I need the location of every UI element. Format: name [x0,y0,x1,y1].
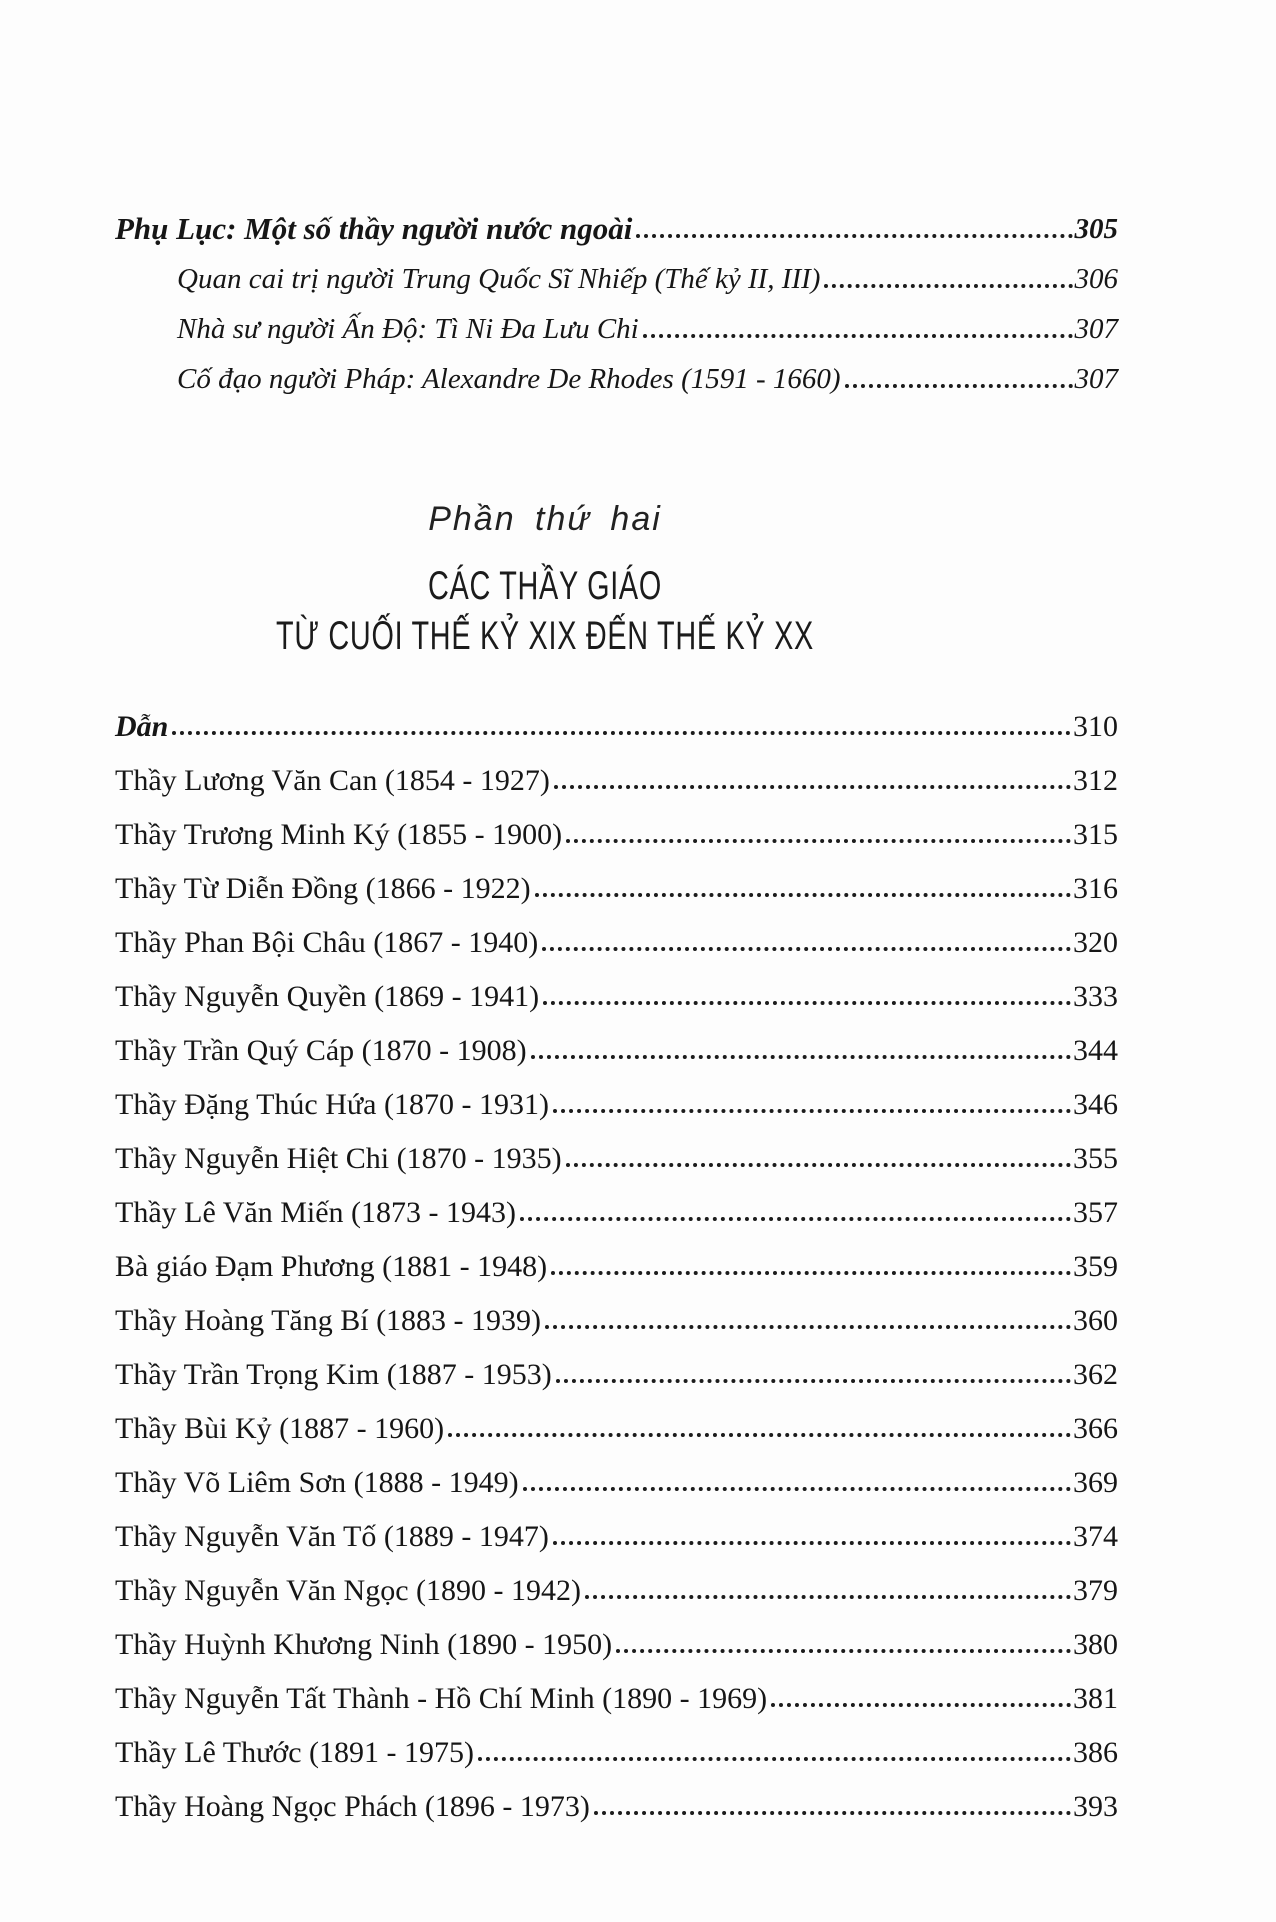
toc-entry-row [115,1121,1118,1175]
dot-leader [771,1703,1071,1707]
appendix-item-list [115,246,1118,396]
toc-entry-label: Thầy Nguyễn Hiệt Chi (1870 - 1935) [115,1142,562,1175]
toc-entry-page-number: 357 [1073,1196,1118,1229]
appendix-item-label: Cố đạo người Pháp: Alexandre De Rhodes (1591 - 1660) [177,363,841,396]
toc-entry-page-number: 312 [1073,764,1118,797]
appendix-item-label: Nhà sư người Ấn Độ: Tì Ni Đa Lưu Chi [177,313,639,346]
appendix-page-number: 305 [1074,213,1118,246]
dot-leader [585,1595,1071,1599]
dot-leader [554,785,1071,789]
toc-entry-page-number: 344 [1073,1034,1118,1067]
toc-entry-label: Thầy Nguyễn Văn Ngọc (1890 - 1942) [115,1574,582,1607]
toc-entry-label: Thầy Lê Thước (1891 - 1975) [115,1736,474,1769]
toc-entry-row [115,1499,1118,1553]
toc-entry-label: Thầy Nguyễn Quyền (1869 - 1941) [115,980,540,1013]
toc-entry-row [115,1229,1118,1283]
toc-entry-label: Thầy Hoàng Tăng Bí (1883 - 1939) [115,1304,542,1337]
dot-leader [566,839,1071,843]
dot-leader [448,1433,1071,1437]
toc-entry-row [115,1661,1118,1715]
dot-leader [523,1487,1071,1491]
part-title-line2: TỪ CUỐI THẾ KỶ XIX ĐẾN THẾ KỶ XX [276,614,814,658]
dot-leader [545,1325,1071,1329]
appendix-item-page-number: 306 [1074,263,1118,296]
toc-entry-page-number: 362 [1073,1358,1118,1391]
toc-entry-page-number: 315 [1073,818,1118,851]
toc-entry-row [115,959,1118,1013]
toc-entry-row [115,1337,1118,1391]
dot-leader [616,1649,1071,1653]
dot-leader [531,1055,1071,1059]
toc-entry-page-number: 369 [1073,1466,1118,1499]
dot-leader [553,1109,1071,1113]
appendix-title: Phụ Lục: Một số thầy người nước ngoài [115,210,633,246]
toc-entry-label: Thầy Bùi Kỷ (1887 - 1960) [115,1412,445,1445]
toc-entry-page-number: 360 [1073,1304,1118,1337]
appendix-item-row [115,346,1118,396]
toc-entry-page-number: 379 [1073,1574,1118,1607]
dot-leader [824,284,1072,288]
toc-entry-row [115,1013,1118,1067]
dot-leader [594,1811,1071,1815]
toc-entry-label: Thầy Đặng Thúc Hứa (1870 - 1931) [115,1088,549,1121]
toc-entry-label: Thầy Huỳnh Khương Ninh (1890 - 1950) [115,1628,613,1661]
part-kicker: Phần thứ hai [428,500,662,538]
dot-leader [535,893,1071,897]
appendix-item-page-number: 307 [1074,363,1118,396]
toc-entry-label: Dẫn [115,710,169,743]
appendix-item-row [115,246,1118,296]
toc-entry-row [115,1607,1118,1661]
toc-entry-label: Thầy Trương Minh Ký (1855 - 1900) [115,818,563,851]
toc-entry-page-number: 310 [1073,710,1118,743]
toc-entry-list [115,689,1118,1823]
toc-entry-row [115,1175,1118,1229]
toc-entry-row [115,1445,1118,1499]
toc-entry-row [115,797,1118,851]
toc-entry-row [115,689,1118,743]
toc-entry-label: Thầy Lương Văn Can (1854 - 1927) [115,764,550,797]
appendix-item-page-number: 307 [1074,313,1118,346]
toc-entry-label: Thầy Nguyễn Tất Thành - Hồ Chí Minh (1890 - 1969) [115,1682,768,1715]
toc-entry-label: Bà giáo Đạm Phương (1881 - 1948) [115,1250,548,1283]
toc-entry-row [115,1391,1118,1445]
toc-entry-page-number: 381 [1073,1682,1118,1715]
appendix-item-row [115,296,1118,346]
toc-entry-page-number: 316 [1073,872,1118,905]
toc-entry-page-number: 355 [1073,1142,1118,1175]
toc-entry-page-number: 346 [1073,1088,1118,1121]
dot-leader [636,234,1072,238]
toc-entry-page-number: 380 [1073,1628,1118,1661]
dot-leader [543,1001,1071,1005]
dot-leader [845,384,1073,388]
appendix-title-row [115,196,1118,246]
toc-entry-page-number: 333 [1073,980,1118,1013]
toc-entry-page-number: 366 [1073,1412,1118,1445]
appendix-section [115,196,1118,396]
toc-entry-row [115,743,1118,797]
toc-entry-row [115,1067,1118,1121]
toc-entry-label: Thầy Võ Liêm Sơn (1888 - 1949) [115,1466,519,1499]
dot-leader [556,1379,1071,1383]
dot-leader [172,731,1071,735]
toc-entry-label: Thầy Phan Bội Châu (1867 - 1940) [115,926,539,959]
appendix-item-label: Quan cai trị người Trung Quốc Sĩ Nhiếp (Thế kỷ II, III) [177,263,821,296]
toc-entry-page-number: 374 [1073,1520,1118,1553]
toc-entry-label: Thầy Từ Diễn Đồng (1866 - 1922) [115,872,531,905]
toc-entry-label: Thầy Trần Quý Cáp (1870 - 1908) [115,1034,527,1067]
dot-leader [553,1541,1071,1545]
dot-leader [520,1217,1071,1221]
toc-entry-page-number: 320 [1073,926,1118,959]
dot-leader [551,1271,1071,1275]
toc-entry-label: Thầy Hoàng Ngọc Phách (1896 - 1973) [115,1790,590,1823]
toc-entry-label: Thầy Trần Trọng Kim (1887 - 1953) [115,1358,552,1391]
toc-entry-page-number: 359 [1073,1250,1118,1283]
toc-entry-row [115,1283,1118,1337]
toc-entry-row [115,1715,1118,1769]
part-heading [115,500,975,661]
toc-entry-row [115,1769,1118,1823]
toc-entry-page-number: 386 [1073,1736,1118,1769]
dot-leader [478,1757,1071,1761]
toc-entry-row [115,851,1118,905]
toc-entry-page-number: 393 [1073,1790,1118,1823]
toc-entry-label: Thầy Nguyễn Văn Tố (1889 - 1947) [115,1520,549,1553]
part-title-line1: CÁC THẦY GIÁO [428,564,662,608]
toc-entry-row [115,1553,1118,1607]
toc-entry-row [115,905,1118,959]
dot-leader [643,334,1073,338]
dot-leader [542,947,1071,951]
dot-leader [566,1163,1071,1167]
toc-entry-label: Thầy Lê Văn Miến (1873 - 1943) [115,1196,517,1229]
